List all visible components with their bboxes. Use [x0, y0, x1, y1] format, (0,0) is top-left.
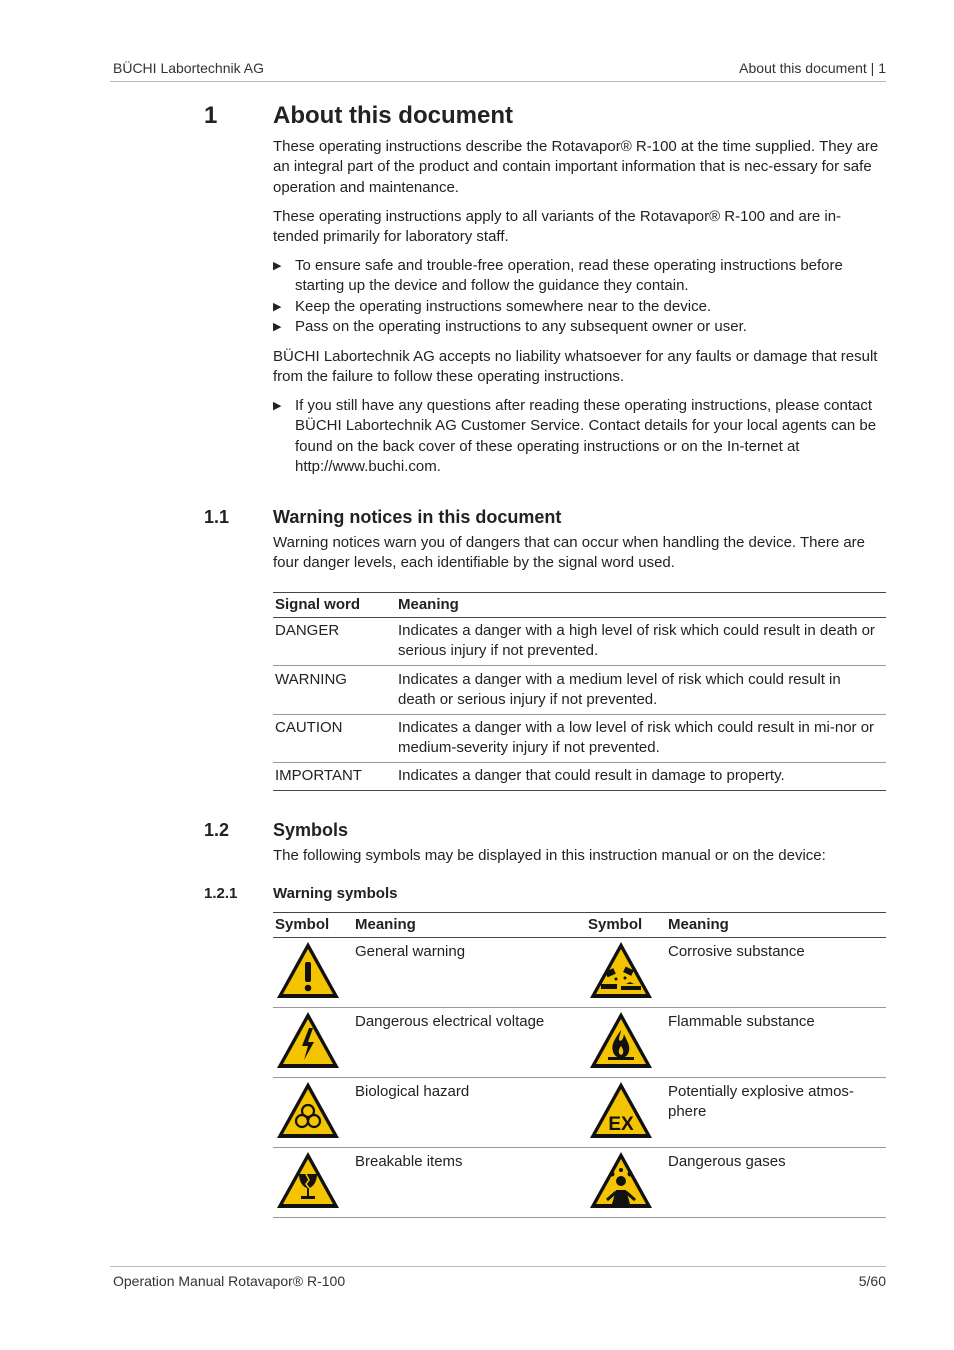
footer-page-number: 5/60	[858, 1273, 886, 1289]
flammable-substance-icon	[588, 1010, 654, 1070]
table-cell: WARNING	[275, 671, 347, 688]
table-cell: Indicates a danger with a medium level of risk which could result in death or serious injury if not prevented.	[398, 671, 841, 709]
table-row-rule	[273, 1007, 886, 1008]
symbol-meaning: Corrosive substance	[668, 943, 805, 960]
symbol-meaning: Potentially explosive atmos-phere	[668, 1083, 854, 1121]
dangerous-gases-icon	[588, 1150, 654, 1210]
table-cell: Indicates a danger with a high level of risk which could result in death or serious injury if not prevented.	[398, 622, 875, 660]
table-header-rule	[273, 617, 886, 618]
subsection-title: Warning symbols	[273, 885, 398, 902]
section-title: Warning notices in this document	[273, 507, 562, 527]
table-header-rule	[273, 937, 886, 938]
table-cell: IMPORTANT	[275, 767, 362, 784]
section-paragraph: The following symbols may be displayed in this instruction manual or on the device:	[273, 847, 826, 864]
table-row-rule	[273, 714, 886, 715]
symbol-meaning: Flammable substance	[668, 1013, 815, 1030]
svg-text:EX: EX	[608, 1114, 634, 1135]
table-header: Meaning	[668, 916, 729, 933]
intro-paragraph-1: These operating instructions describe the Rotavapor® R-100 at the time supplied. They are an integral part of the product and contain important information that is nec-essary for safe operation and maintenance.	[273, 138, 879, 196]
table-bottom-rule	[273, 1217, 886, 1218]
table-row-rule	[273, 762, 886, 763]
bullet-item: ▶ If you still have any questions after reading these operating instructions, please contact BÜCHI Labortechnik AG Customer Service. Contact details for your local agents can be found on the back cover of these operating instructions or on the In-ternet at http://www.buchi.com.	[273, 397, 877, 475]
footer-manual-title: Operation Manual Rotavapor® R-100	[113, 1273, 346, 1289]
running-header-right: About this document | 1	[739, 60, 886, 76]
section-title: Symbols	[273, 820, 349, 840]
table-cell: DANGER	[275, 622, 340, 639]
table-header: Signal word	[275, 596, 361, 613]
table-cell: Indicates a danger that could result in damage to property.	[398, 767, 785, 784]
triangle-right-icon: ▶	[273, 260, 282, 272]
explosive-atmosphere-icon	[588, 1080, 654, 1140]
table-header: Meaning	[355, 916, 416, 933]
triangle-right-icon: ▶	[273, 321, 282, 333]
liability-paragraph: BÜCHI Labortechnik AG accepts no liability whatsoever for any faults or damage that result from the failure to follow these operating instructions.	[273, 348, 878, 386]
electrical-voltage-icon	[275, 1010, 341, 1070]
triangle-right-icon: ▶	[273, 400, 282, 412]
biological-hazard-icon	[275, 1080, 341, 1140]
table-top-rule	[273, 912, 886, 913]
table-header: Symbol	[275, 916, 330, 933]
symbol-meaning: Dangerous gases	[668, 1153, 786, 1170]
table-cell: Indicates a danger with a low level of risk which could result in mi-nor or medium-severity injury if not prevented.	[398, 719, 875, 757]
corrosive-substance-icon	[588, 940, 654, 1000]
table-row-rule	[273, 1077, 886, 1078]
chapter-title: About this document	[273, 102, 513, 129]
symbol-meaning: General warning	[355, 943, 466, 960]
table-header: Meaning	[398, 596, 459, 613]
table-row-rule	[273, 665, 886, 666]
breakable-items-icon	[275, 1150, 341, 1210]
section-paragraph: Warning notices warn you of dangers that can occur when handling the device. There are four danger levels, each identifiable by the signal word used.	[273, 534, 866, 572]
triangle-right-icon: ▶	[273, 301, 282, 313]
table-row-rule	[273, 1147, 886, 1148]
section-number: 1.1	[204, 507, 230, 527]
bullet-item: ▶ Pass on the operating instructions to any subsequent owner or user.	[273, 317, 885, 337]
footer-rule	[110, 1266, 886, 1267]
section-number: 1.2	[204, 820, 230, 840]
running-header-left: BÜCHI Labortechnik AG	[113, 60, 264, 76]
table-bottom-rule	[273, 790, 886, 791]
subsection-number: 1.2.1	[204, 885, 238, 902]
intro-paragraph-2: These operating instructions apply to all variants of the Rotavapor® R-100 and are in-tended primarily for laboratory staff.	[273, 208, 842, 246]
bullet-item: ▶ Keep the operating instructions somewhere near to the device.	[273, 297, 885, 317]
table-cell: CAUTION	[275, 719, 343, 736]
bullet-item: ▶ To ensure safe and trouble-free operation, read these operating instructions before starting up the device and follow the guidance they contain.	[273, 257, 843, 295]
chapter-number: 1	[204, 102, 218, 129]
table-header: Symbol	[588, 916, 643, 933]
symbol-meaning: Breakable items	[355, 1153, 463, 1170]
header-rule	[110, 81, 886, 82]
general-warning-icon	[275, 940, 341, 1000]
table-top-rule	[273, 592, 886, 593]
symbol-meaning: Biological hazard	[355, 1083, 470, 1100]
symbol-meaning: Dangerous electrical voltage	[355, 1013, 545, 1030]
